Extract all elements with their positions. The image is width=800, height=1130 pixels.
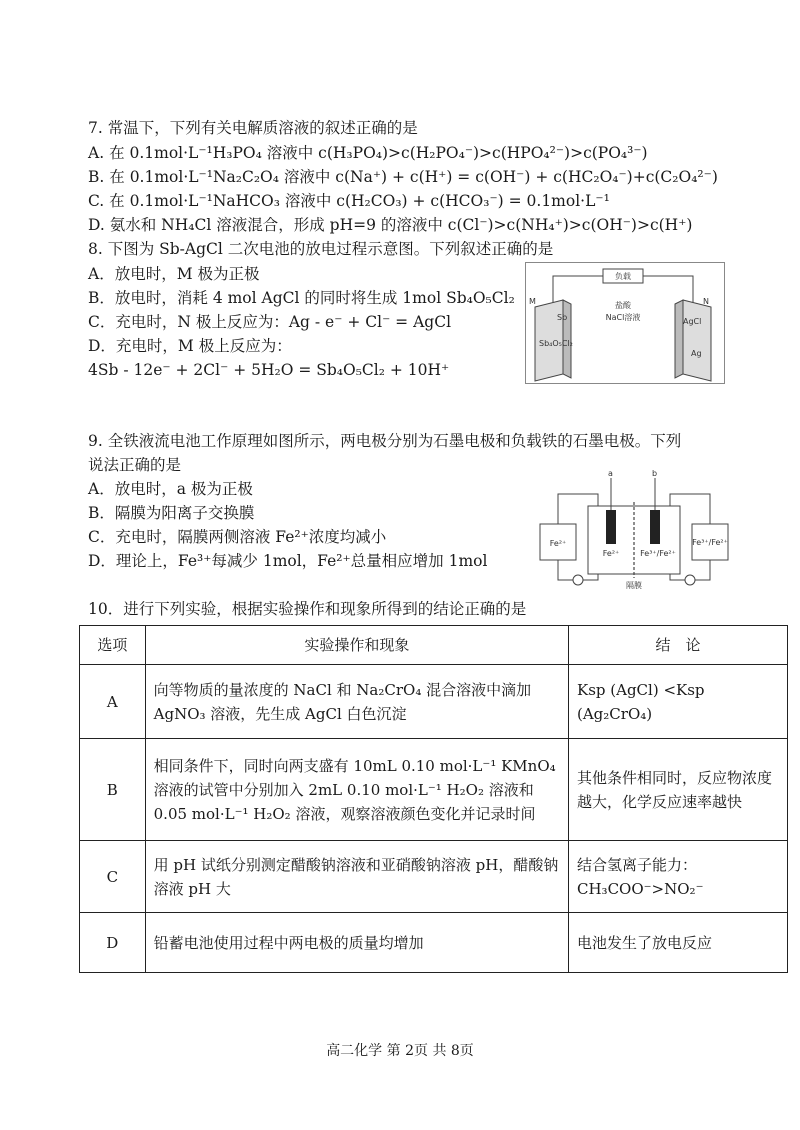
q7-option-a-text: 在 0.1mol·L⁻¹H₃PO₄ 溶液中 c(H₃PO₄)>c(H₂PO₄⁻)>c(HPO₄²⁻)>c(PO₄³⁻) xyxy=(109,144,648,162)
row-conclusion: 其他条件相同时，反应物浓度越大，化学反应速率越快 xyxy=(569,739,788,841)
q9-option-d: D．理论上，Fe³⁺每减少 1mol，Fe²⁺总量相应增加 1mol xyxy=(88,552,488,570)
table-row xyxy=(80,841,788,913)
q7-option-b-label: B. xyxy=(88,168,105,186)
q7-stem: 7. 常温下，下列有关电解质溶液的叙述正确的是 xyxy=(88,119,418,137)
row-operation: 用 pH 试纸分别测定醋酸钠溶液和亚硝酸钠溶液 pH，醋酸钠溶液 pH 大 xyxy=(145,841,568,913)
q7-option-c-text: 在 0.1mol·L⁻¹NaHCO₃ 溶液中 c(H₂CO₃) + c(HCO₃⁻) = 0.1mol·L⁻¹ xyxy=(109,192,610,210)
row-conclusion: 电池发生了放电反应 xyxy=(569,913,788,973)
header-operation: 实验操作和现象 xyxy=(145,626,568,665)
q9-option-a: A．放电时，a 极为正极 xyxy=(88,480,253,498)
q8-option-a: A．放电时，M 极为正极 xyxy=(88,265,260,283)
membrane-label: 隔膜 xyxy=(626,581,642,590)
row-operation: 相同条件下，同时向两支盛有 10mL 0.10 mol·L⁻¹ KMnO₄ 溶液的试管中分别加入 2mL 0.10 mol·L⁻¹ H₂O₂ 溶液和 0.05 mol·L⁻¹ H₂O₂ 溶液，观察溶液颜色变化并记录时间 xyxy=(145,739,568,841)
left-cell-label: Fe²⁺ xyxy=(602,549,620,558)
page-footer: 高二化学 第 2页 共 8页 xyxy=(326,1043,474,1059)
electrode-b-label: b xyxy=(652,469,658,478)
electrolyte-label-2: NaCl溶液 xyxy=(605,313,641,322)
right-tank-label: Fe³⁺/Fe²⁺ xyxy=(692,538,728,547)
electrolyte-label-1: 盐酸 xyxy=(615,301,631,310)
n-electrode xyxy=(683,300,711,381)
right-pump-icon xyxy=(685,575,695,585)
q7-option-b-text: 在 0.1mol·L⁻¹Na₂C₂O₄ 溶液中 c(Na⁺) + c(H⁺) = c(OH⁻) + c(HC₂O₄⁻)+c(C₂O₄²⁻) xyxy=(109,168,718,186)
q7-option-c-label: C. xyxy=(88,192,105,210)
table-header-row xyxy=(80,626,788,665)
m-label: M xyxy=(529,297,536,306)
row-option: B xyxy=(80,739,146,841)
electrode-a-label: a xyxy=(608,469,613,478)
q7-option-a-label: A. xyxy=(88,144,105,162)
sb4o5cl2-label: Sb₄O₅Cl₂ xyxy=(539,339,573,348)
q8-option-c: C．充电时，N 极上反应为：Ag - e⁻ + Cl⁻ = AgCl xyxy=(88,313,452,331)
row-option: C xyxy=(80,841,146,913)
table-row xyxy=(80,665,788,739)
agcl-label: AgCl xyxy=(683,317,702,326)
right-cell-label: Fe³⁺/Fe²⁺ xyxy=(640,549,676,558)
q9-stem-line1: 9. 全铁液流电池工作原理如图所示，两电极分别为石墨电极和负载铁的石墨电极。下列 xyxy=(88,432,682,450)
q8-stem: 8. 下图为 Sb-AgCl 二次电池的放电过程示意图。下列叙述正确的是 xyxy=(88,240,554,258)
electrode-b xyxy=(650,510,660,544)
sb-label: Sb xyxy=(557,313,568,322)
row-option: D xyxy=(80,913,146,973)
left-tank-label: Fe²⁺ xyxy=(549,539,567,548)
load-label: 负载 xyxy=(615,272,631,281)
q7-option-c-row xyxy=(88,190,610,212)
left-pump-icon xyxy=(573,575,583,585)
ag-label: Ag xyxy=(691,349,702,358)
row-operation: 铅蓄电池使用过程中两电极的质量均增加 xyxy=(145,913,568,973)
n-label: N xyxy=(703,297,709,306)
q7-option-d-text: 氨水和 NH₄Cl 溶液混合，形成 pH=9 的溶液中 c(Cl⁻)>c(NH₄⁺)>c(OH⁻)>c(H⁺) xyxy=(109,216,693,234)
q9-stem-line2: 说法正确的是 xyxy=(88,456,182,474)
table-row xyxy=(80,739,788,841)
row-conclusion: Ksp (AgCl) <Ksp (Ag₂CrO₄) xyxy=(569,665,788,739)
row-conclusion: 结合氢离子能力：CH₃COO⁻>NO₂⁻ xyxy=(569,841,788,913)
q9-option-b: B．隔膜为阳离子交换膜 xyxy=(88,504,255,522)
q7-option-b-row xyxy=(88,166,718,188)
q8-option-b: B．放电时，消耗 4 mol AgCl 的同时将生成 1mol Sb₄O₅Cl₂ xyxy=(88,289,515,307)
q7-option-d-row xyxy=(88,214,692,236)
q8-option-d: D．充电时，M 极上反应为： xyxy=(88,337,292,355)
header-conclusion: 结 论 xyxy=(569,626,788,665)
q9-option-c: C．充电时，隔膜两侧溶液 Fe²⁺浓度均减小 xyxy=(88,528,387,546)
q10-table xyxy=(79,625,788,973)
table-row xyxy=(80,913,788,973)
q9-flow-battery-diagram xyxy=(538,466,730,592)
q7-option-a-row xyxy=(88,142,648,164)
q8-option-d-equation: 4Sb - 12e⁻ + 2Cl⁻ + 5H₂O = Sb₄O₅Cl₂ + 10H⁺ xyxy=(88,361,450,379)
q8-battery-diagram xyxy=(525,262,725,384)
q7-option-d-label: D. xyxy=(88,216,105,234)
row-option: A xyxy=(80,665,146,739)
electrode-a xyxy=(606,510,616,544)
header-option: 选项 xyxy=(80,626,146,665)
row-operation: 向等物质的量浓度的 NaCl 和 Na₂CrO₄ 混合溶液中滴加 AgNO₃ 溶液，先生成 AgCl 白色沉淀 xyxy=(145,665,568,739)
q10-stem: 10．进行下列实验，根据实验操作和现象所得到的结论正确的是 xyxy=(88,600,527,618)
